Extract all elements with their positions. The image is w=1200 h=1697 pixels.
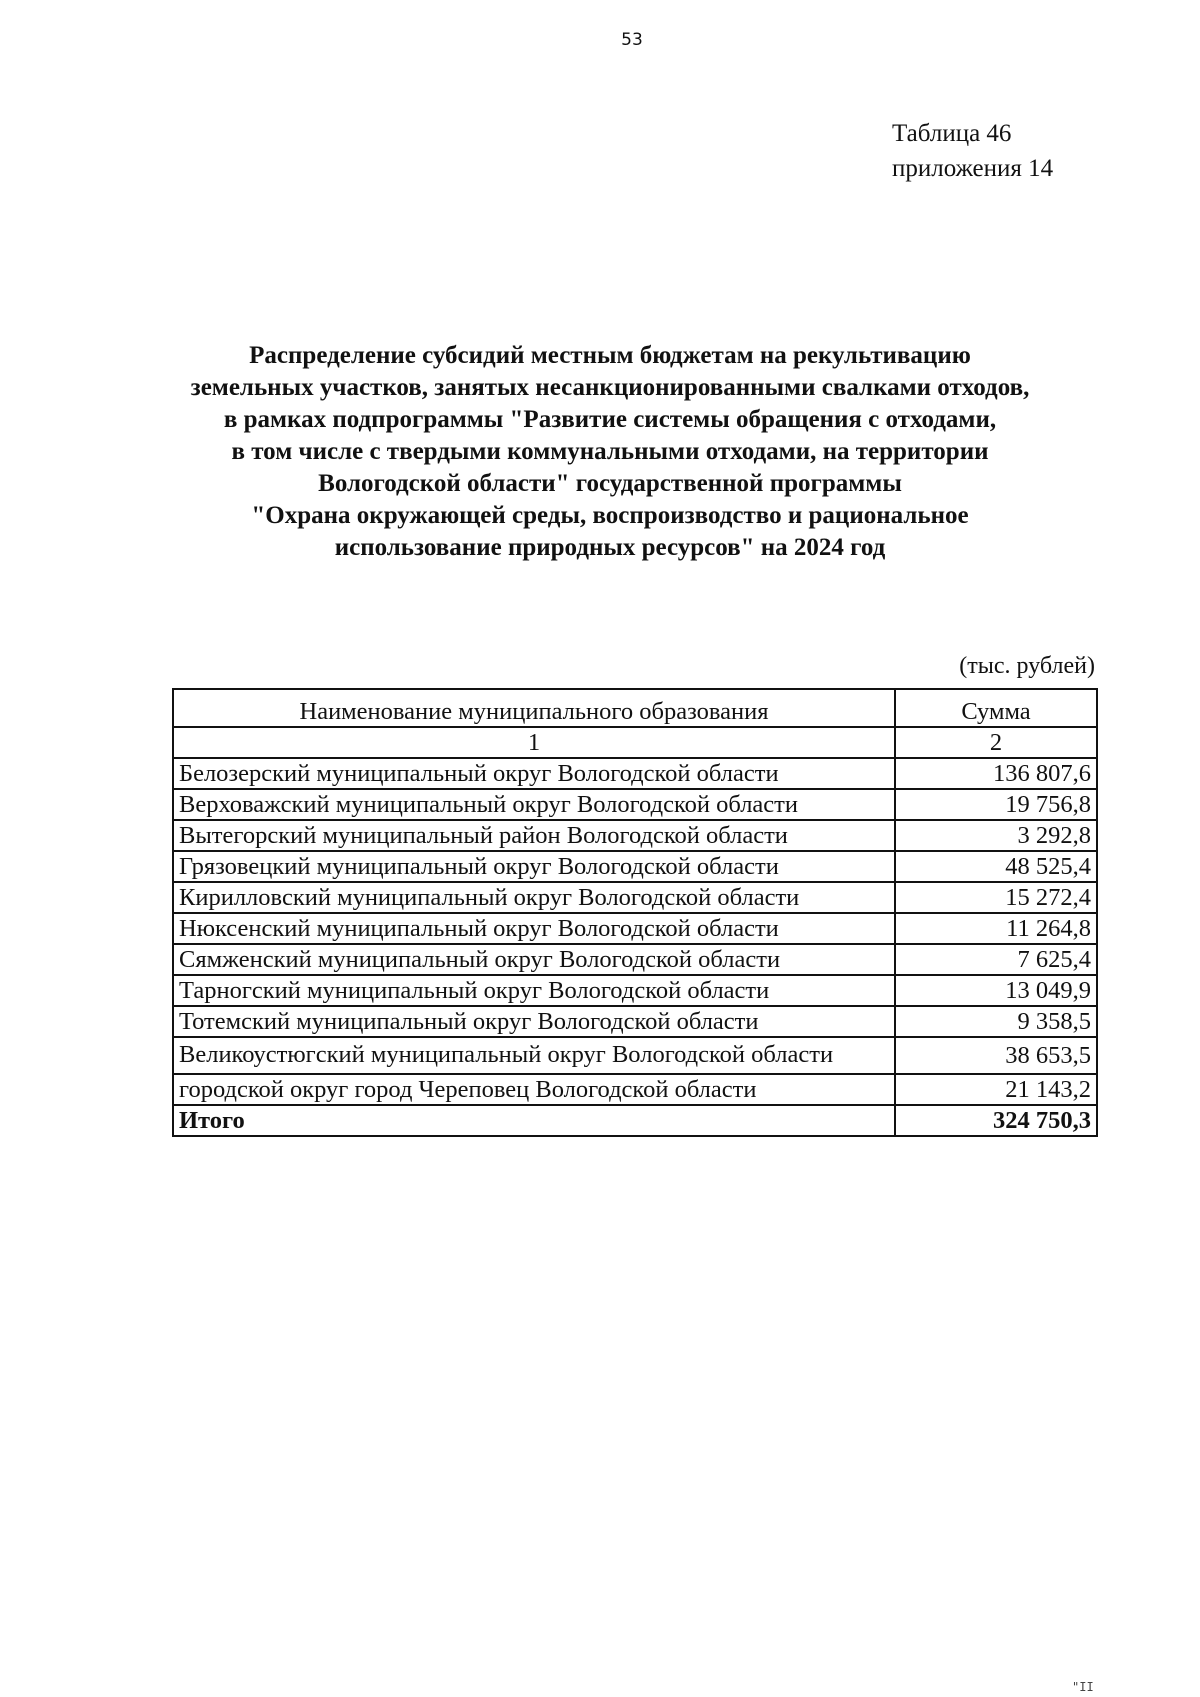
table-row <box>173 882 1097 913</box>
municipality-name: Тотемский муниципальный округ Вологодской области <box>173 1006 895 1037</box>
subsidy-amount: 38 653,5 <box>895 1037 1097 1074</box>
table-row <box>173 789 1097 820</box>
corner-mark: "ΙΙ <box>1072 1680 1094 1694</box>
municipality-name: Белозерский муниципальный округ Вологодской области <box>173 758 895 789</box>
page-number: 53 <box>621 30 643 50</box>
municipality-name: Верховажский муниципальный округ Вологодской области <box>173 789 895 820</box>
table-row <box>173 1006 1097 1037</box>
title-line: в рамках подпрограммы "Развитие системы обращения с отходами, <box>223 406 997 433</box>
table-row <box>173 944 1097 975</box>
subsidy-amount: 13 049,9 <box>895 975 1097 1006</box>
total-label: Итого <box>173 1105 895 1136</box>
column-number-row <box>173 727 1097 758</box>
subsidy-amount: 7 625,4 <box>895 944 1097 975</box>
municipality-name: Грязовецкий муниципальный округ Вологодской области <box>173 851 895 882</box>
column-header-name: Наименование муниципального образования <box>173 689 895 727</box>
municipality-name: Сямженский муниципальный округ Вологодской области <box>173 944 895 975</box>
title-line: "Охрана окружающей среды, воспроизводство и рациональное <box>251 502 969 529</box>
municipality-name: Великоустюгский муниципальный округ Вологодской области <box>173 1037 895 1074</box>
table-row <box>173 975 1097 1006</box>
column-number-1: 1 <box>173 727 895 758</box>
column-number-2: 2 <box>895 727 1097 758</box>
subsidy-amount: 11 264,8 <box>895 913 1097 944</box>
table-row <box>173 758 1097 789</box>
subsidy-distribution-table <box>172 688 1098 1137</box>
table-row <box>173 913 1097 944</box>
table-row <box>173 1037 1097 1074</box>
title-line: использование природных ресурсов" на 2024 год <box>334 534 886 561</box>
total-row <box>173 1105 1097 1136</box>
column-header-amount: Сумма <box>895 689 1097 727</box>
subsidy-amount: 3 292,8 <box>895 820 1097 851</box>
table-row <box>173 851 1097 882</box>
municipality-name: Тарногский муниципальный округ Вологодской области <box>173 975 895 1006</box>
title-line: в том числе с твердыми коммунальными отходами, на территории <box>231 438 989 465</box>
subsidy-amount: 15 272,4 <box>895 882 1097 913</box>
municipality-name: Кирилловский муниципальный округ Вологодской области <box>173 882 895 913</box>
subsidy-amount: 19 756,8 <box>895 789 1097 820</box>
subsidy-amount: 9 358,5 <box>895 1006 1097 1037</box>
units-label: (тыс. рублей) <box>959 653 1095 679</box>
table-reference-line-2: приложения 14 <box>892 155 1054 182</box>
document-title <box>110 340 1110 564</box>
subsidy-amount: 48 525,4 <box>895 851 1097 882</box>
title-line: Распределение субсидий местным бюджетам на рекультивацию <box>249 342 971 369</box>
title-line: Вологодской области" государственной программы <box>318 470 902 497</box>
table-row <box>173 820 1097 851</box>
table-header-row <box>173 689 1097 727</box>
subsidy-amount: 21 143,2 <box>895 1074 1097 1105</box>
municipality-name: Нюксенский муниципальный округ Вологодской области <box>173 913 895 944</box>
municipality-name: Вытегорский муниципальный район Вологодской области <box>173 820 895 851</box>
table-row <box>173 1074 1097 1105</box>
table-reference-line-1: Таблица 46 <box>892 120 1012 147</box>
municipality-name: городской округ город Череповец Вологодской области <box>173 1074 895 1105</box>
total-amount: 324 750,3 <box>895 1105 1097 1136</box>
subsidy-amount: 136 807,6 <box>895 758 1097 789</box>
title-line: земельных участков, занятых несанкционированными свалками отходов, <box>190 374 1030 401</box>
table-reference <box>892 116 1053 186</box>
